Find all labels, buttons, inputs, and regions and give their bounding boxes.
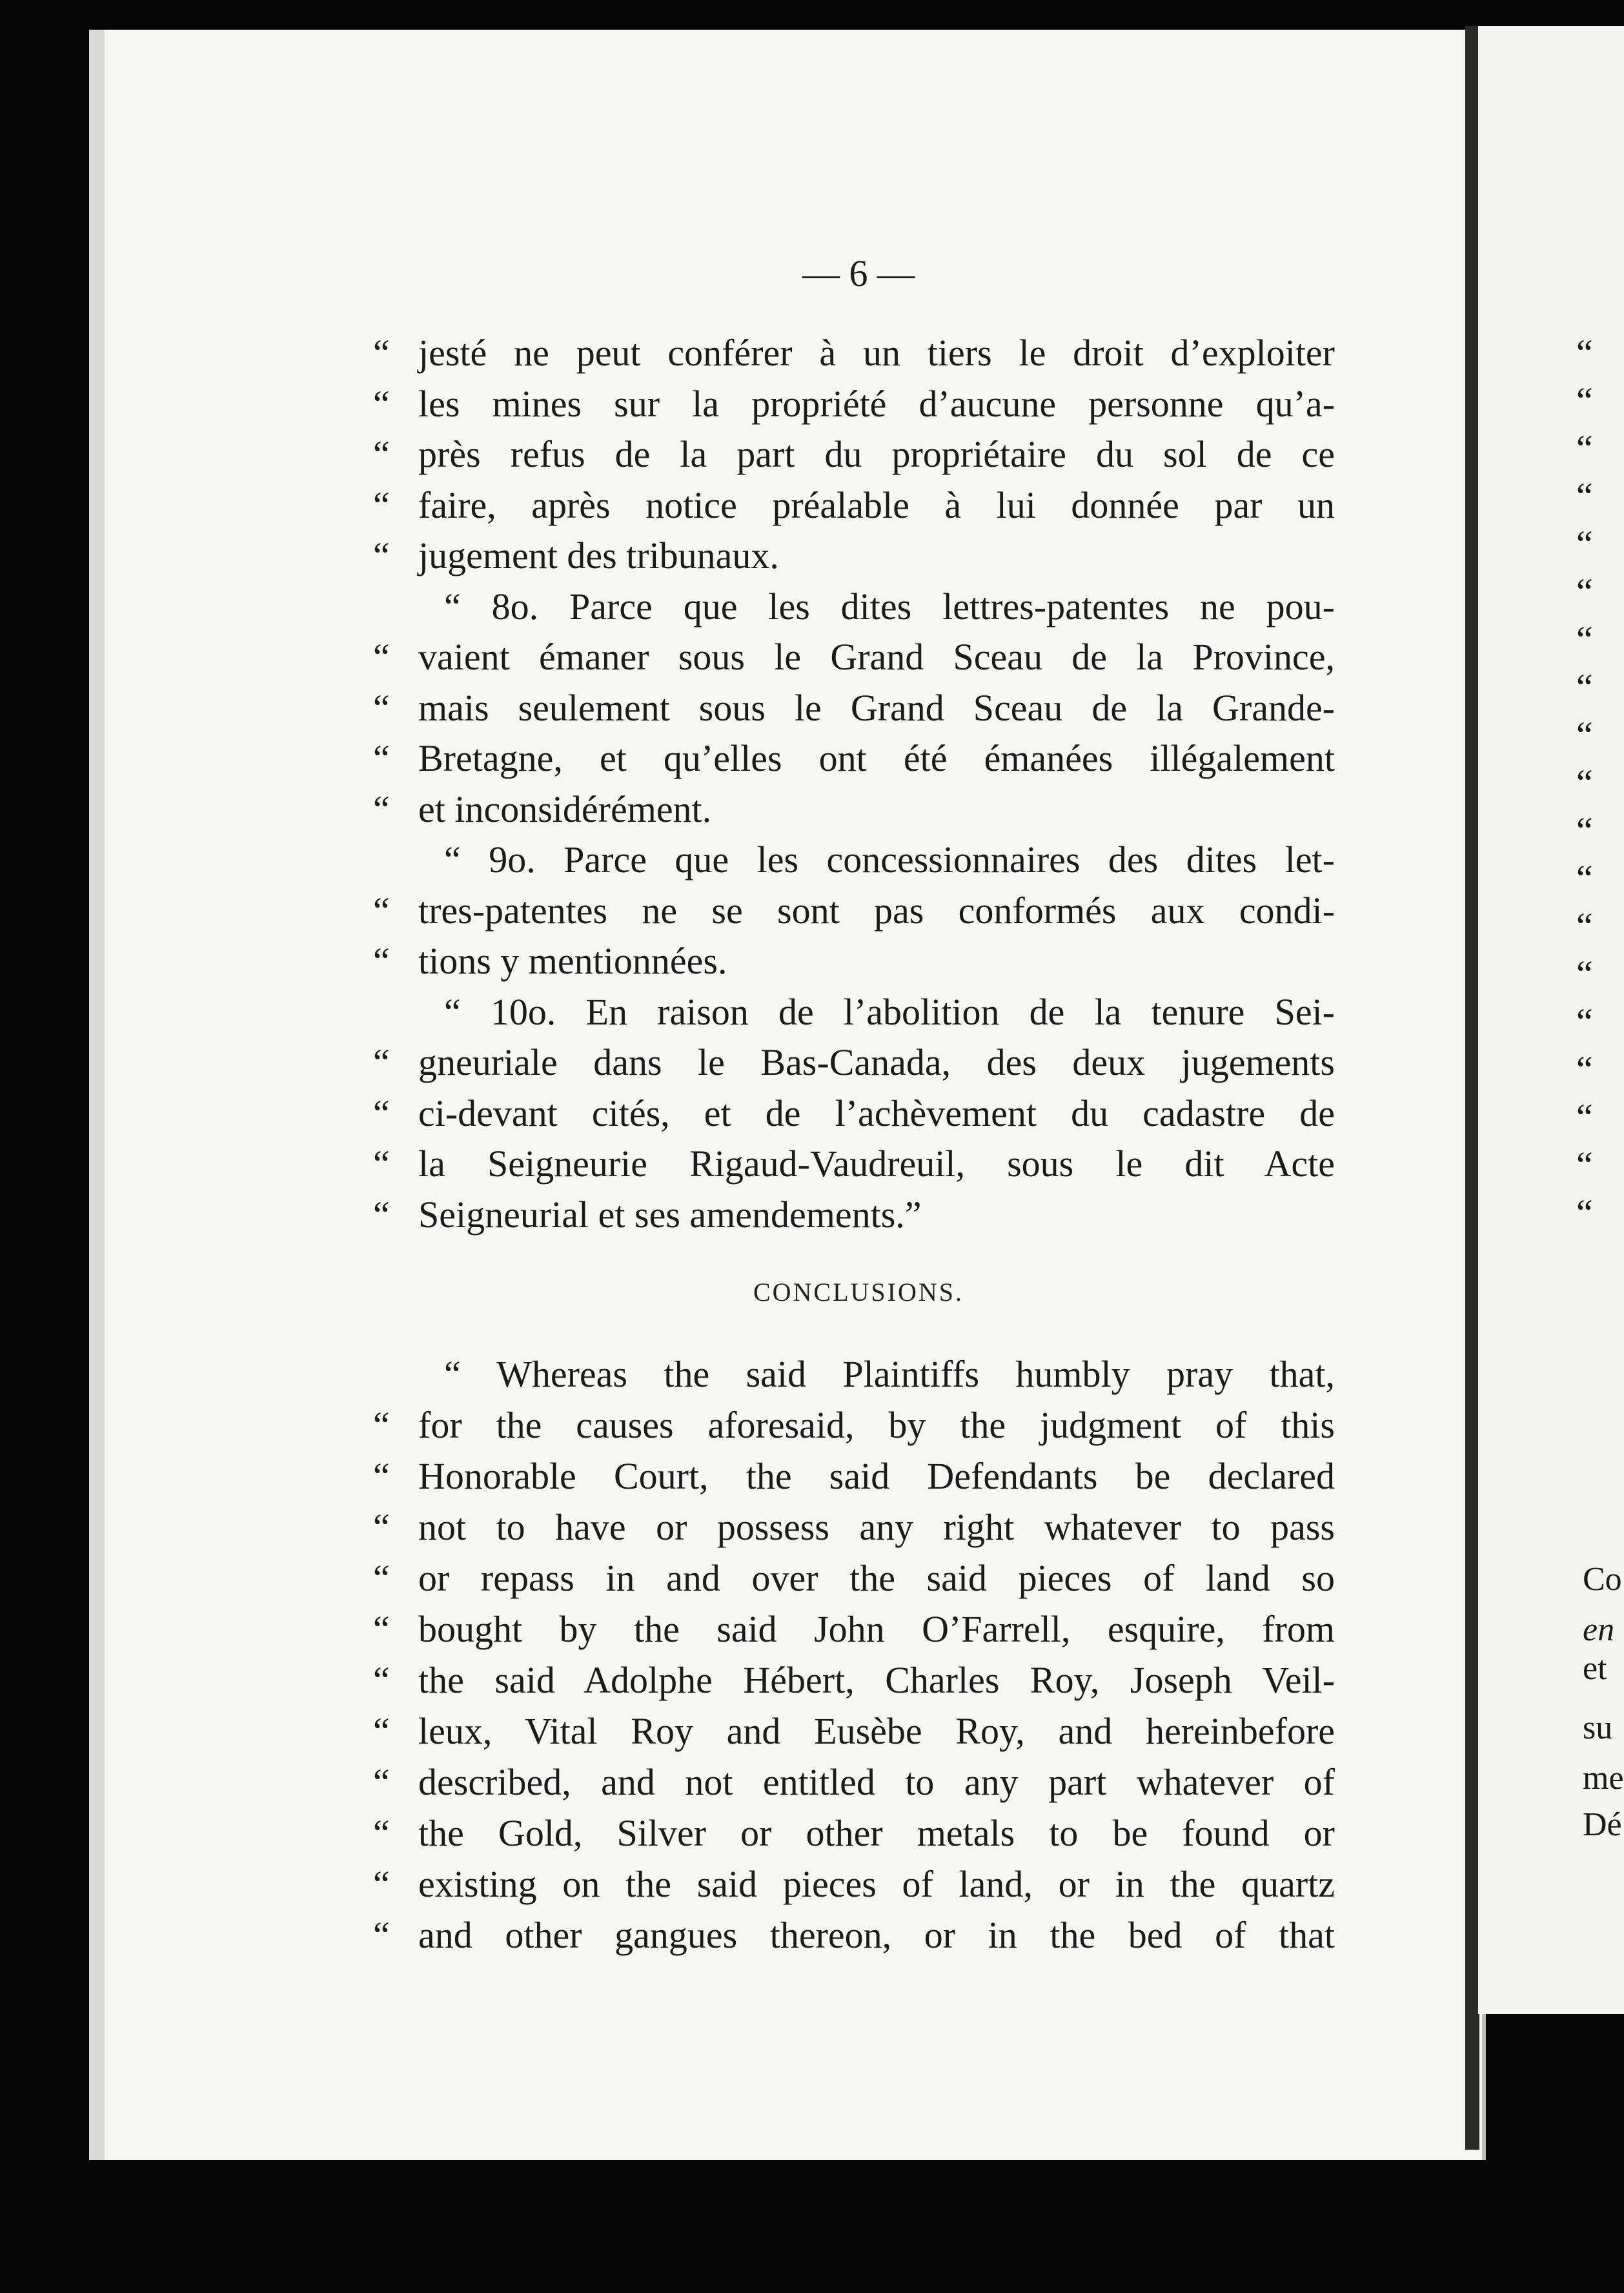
line-text: the said Adolphe Hébert, Charles Roy, Joseph Veil-	[418, 1659, 1335, 1701]
right-quote-mark: “	[1576, 380, 1593, 422]
text-line	[373, 1502, 1341, 1553]
line-text: jugement des tribunaux.	[418, 535, 779, 576]
line-text: ci-devant cités, et de l’achèvement du cadastre de	[418, 1092, 1335, 1134]
right-quote-mark: “	[1576, 1192, 1593, 1234]
quote-mark: “	[373, 686, 390, 729]
right-quote-mark: “	[1576, 714, 1593, 756]
quote-mark: “	[373, 1506, 390, 1548]
quote-mark: “	[373, 484, 390, 526]
quote-mark: “	[373, 889, 390, 932]
text-line	[373, 1553, 1341, 1604]
line-text: Seigneurial et ses amendements.”	[418, 1193, 922, 1236]
quote-mark: “	[373, 1914, 390, 1956]
line-text: et inconsidérément.	[418, 788, 712, 830]
text-line	[373, 886, 1341, 936]
quote-mark: “	[373, 1041, 390, 1083]
text-line	[373, 1859, 1341, 1910]
quote-mark: “	[373, 1761, 390, 1803]
quote-mark: “	[373, 1092, 390, 1134]
right-quote-mark: “	[1576, 810, 1593, 851]
quote-mark: “	[373, 535, 390, 576]
quote-mark: “	[373, 433, 390, 475]
line-text: près refus de la part du propriétaire du sol de ce	[418, 433, 1335, 475]
quote-mark: “	[373, 636, 390, 678]
right-quote-mark: “	[1576, 571, 1593, 613]
right-quote-mark: “	[1576, 332, 1593, 374]
line-text: les mines sur la propriété d’aucune personne qu’a-	[418, 382, 1335, 425]
text-line	[373, 784, 1341, 835]
right-text-fragment: en	[1583, 1611, 1615, 1648]
line-text: “ 10o. En raison de l’abolition de la tenure Sei-	[444, 990, 1335, 1033]
quote-mark: “	[373, 1812, 390, 1854]
right-text-fragment: su	[1583, 1709, 1613, 1746]
quote-mark: “	[373, 1143, 390, 1185]
text-line	[373, 379, 1341, 429]
right-quote-mark: “	[1576, 953, 1593, 995]
right-quote-mark: “	[1576, 905, 1593, 947]
text-line	[373, 936, 1341, 986]
text-line	[373, 683, 1341, 733]
right-text-fragment: Co	[1583, 1561, 1622, 1598]
text-line	[373, 1349, 1341, 1400]
line-text: for the causes aforesaid, by the judgment of this	[418, 1404, 1335, 1446]
text-line	[373, 632, 1341, 682]
right-text-fragment: Dé	[1583, 1806, 1622, 1843]
quote-mark: “	[373, 1710, 390, 1752]
text-line	[373, 1604, 1341, 1655]
quote-mark: “	[373, 788, 390, 830]
section-heading: CONCLUSIONS.	[753, 1278, 964, 1307]
line-text: and other gangues thereon, or in the bed of that	[418, 1914, 1335, 1956]
right-quote-mark: “	[1576, 1001, 1593, 1043]
line-text: leux, Vital Roy and Eusèbe Roy, and hereinbefore	[418, 1710, 1335, 1752]
text-line	[373, 1088, 1341, 1139]
text-line	[373, 531, 1341, 581]
right-quote-mark: “	[1576, 857, 1593, 899]
text-line	[373, 1190, 1341, 1240]
line-text: the Gold, Silver or other metals to be found or	[418, 1812, 1335, 1854]
line-text: “ 8o. Parce que les dites lettres-patentes ne pou-	[444, 585, 1335, 627]
quote-mark: “	[373, 1455, 390, 1497]
line-text: Bretagne, et qu’elles ont été émanées illégalement	[418, 737, 1335, 779]
right-text-fragment: et	[1583, 1650, 1607, 1687]
text-line	[373, 429, 1341, 480]
quote-mark: “	[373, 1608, 390, 1650]
line-text: bought by the said John O’Farrell, esquire, from	[418, 1608, 1335, 1650]
quote-mark: “	[373, 1404, 390, 1446]
line-text: or repass in and over the said pieces of land so	[418, 1557, 1335, 1599]
text-line	[373, 480, 1341, 531]
page-number: — 6 —	[802, 252, 915, 294]
text-line	[373, 1400, 1341, 1451]
text-line	[373, 328, 1341, 378]
line-text: “ 9o. Parce que les concessionnaires des dites let-	[444, 839, 1335, 881]
line-text: gneuriale dans le Bas-Canada, des deux jugements	[418, 1041, 1335, 1083]
right-quote-mark: “	[1576, 618, 1593, 660]
line-text: “ Whereas the said Plaintiffs humbly pray that,	[444, 1353, 1335, 1395]
right-quote-mark: “	[1576, 762, 1593, 804]
line-text: mais seulement sous le Grand Sceau de la Grande-	[418, 686, 1335, 729]
quote-mark: “	[373, 1557, 390, 1599]
quote-mark: “	[373, 332, 390, 374]
text-line	[373, 1808, 1341, 1859]
right-quote-mark: “	[1576, 523, 1593, 565]
line-text: jesté ne peut conférer à un tiers le droit d’exploiter	[418, 332, 1335, 374]
text-line	[373, 1706, 1341, 1757]
text-line	[373, 835, 1341, 885]
right-text-fragment: me	[1583, 1760, 1624, 1797]
book-spine	[1465, 26, 1479, 2150]
quote-mark: “	[373, 1659, 390, 1701]
text-line	[373, 987, 1341, 1037]
line-text: Honorable Court, the said Defendants be declared	[418, 1455, 1335, 1497]
line-text: vaient émaner sous le Grand Sceau de la Province,	[418, 636, 1335, 678]
quote-mark: “	[373, 940, 390, 982]
right-quote-mark: “	[1576, 1096, 1593, 1138]
line-text: existing on the said pieces of land, or in the quartz	[418, 1863, 1335, 1905]
line-text: tres-patentes ne se sont pas conformés aux condi-	[418, 889, 1335, 932]
quote-mark: “	[373, 737, 390, 779]
text-line	[373, 1757, 1341, 1808]
text-line	[373, 1910, 1341, 1961]
text-line	[373, 733, 1341, 784]
text-line	[373, 1451, 1341, 1502]
text-line	[373, 1139, 1341, 1189]
right-quote-mark: “	[1576, 1144, 1593, 1186]
right-quote-mark: “	[1576, 1048, 1593, 1090]
line-text: described, and not entitled to any part whatever of	[418, 1761, 1335, 1803]
quote-mark: “	[373, 1193, 390, 1236]
line-text: faire, après notice préalable à lui donnée par un	[418, 484, 1335, 526]
line-text: la Seigneurie Rigaud-Vaudreuil, sous le dit Acte	[418, 1143, 1335, 1185]
line-text: tions y mentionnées.	[418, 940, 727, 982]
text-line	[373, 1037, 1341, 1088]
quote-mark: “	[373, 382, 390, 425]
right-quote-mark: “	[1576, 666, 1593, 708]
right-quote-mark: “	[1576, 475, 1593, 517]
text-line	[373, 582, 1341, 632]
line-text: not to have or possess any right whatever to pass	[418, 1506, 1335, 1548]
quote-mark: “	[373, 1863, 390, 1905]
text-line	[373, 1655, 1341, 1706]
right-quote-mark: “	[1576, 427, 1593, 469]
